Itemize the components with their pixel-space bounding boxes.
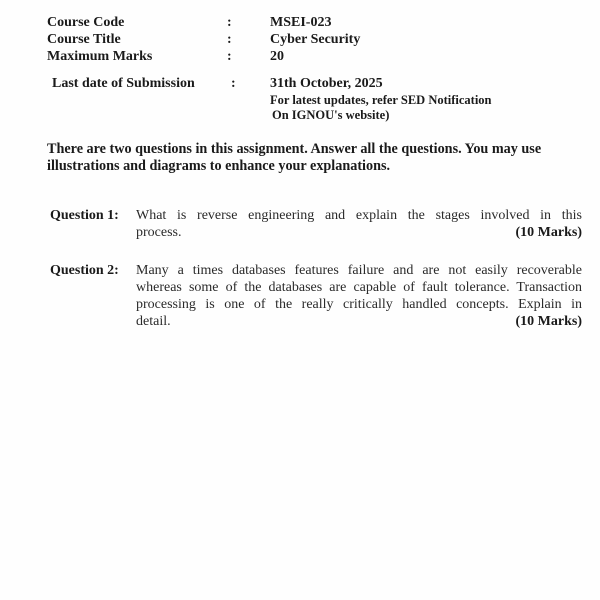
maximum-marks-separator: :: [227, 49, 232, 64]
question-2-line-1: Many a times databases features failure and are not easily recoverable: [136, 263, 582, 278]
course-title-value: Cyber Security: [270, 32, 361, 47]
submission-note-line-2: On IGNOU's website): [272, 108, 390, 122]
question-2-line-2: whereas some of the databases are capable of fault tolerance. Transaction: [136, 280, 582, 295]
maximum-marks-value: 20: [270, 49, 284, 64]
question-2-line-3: processing is one of the really critically handled concepts. Explain in: [136, 297, 582, 312]
question-2-marks: (10 Marks): [515, 314, 582, 329]
course-title-label: Course Title: [47, 32, 121, 47]
submission-label: Last date of Submission: [52, 76, 195, 91]
submission-note-line-1: For latest updates, refer SED Notification: [270, 93, 492, 107]
course-title-row: [0, 31, 600, 48]
maximum-marks-row: [0, 48, 600, 65]
submission-row: [0, 75, 600, 92]
course-title-separator: :: [227, 32, 232, 47]
question-1-line-1: What is reverse engineering and explain the stages involved in this: [136, 208, 582, 223]
course-code-row: [0, 14, 600, 31]
submission-date: 31th October, 2025: [270, 76, 383, 91]
question-2: [50, 262, 582, 332]
course-code-value: MSEI-023: [270, 15, 332, 30]
question-1-marks: (10 Marks): [515, 225, 582, 240]
maximum-marks-label: Maximum Marks: [47, 49, 153, 64]
question-2-label: Question 2:: [50, 263, 119, 278]
assignment-instructions: [47, 141, 587, 175]
course-code-label: Course Code: [47, 15, 125, 30]
question-1-line-2: process.: [136, 225, 182, 240]
instructions-line-1: There are two questions in this assignment. Answer all the questions. You may use: [47, 141, 542, 157]
instructions-line-2: illustrations and diagrams to enhance your explanations.: [47, 158, 391, 174]
submission-separator: :: [231, 76, 236, 91]
question-1-label: Question 1:: [50, 208, 119, 223]
course-code-separator: :: [227, 15, 232, 30]
question-1: [50, 207, 582, 243]
question-2-line-4: detail.: [136, 314, 171, 329]
